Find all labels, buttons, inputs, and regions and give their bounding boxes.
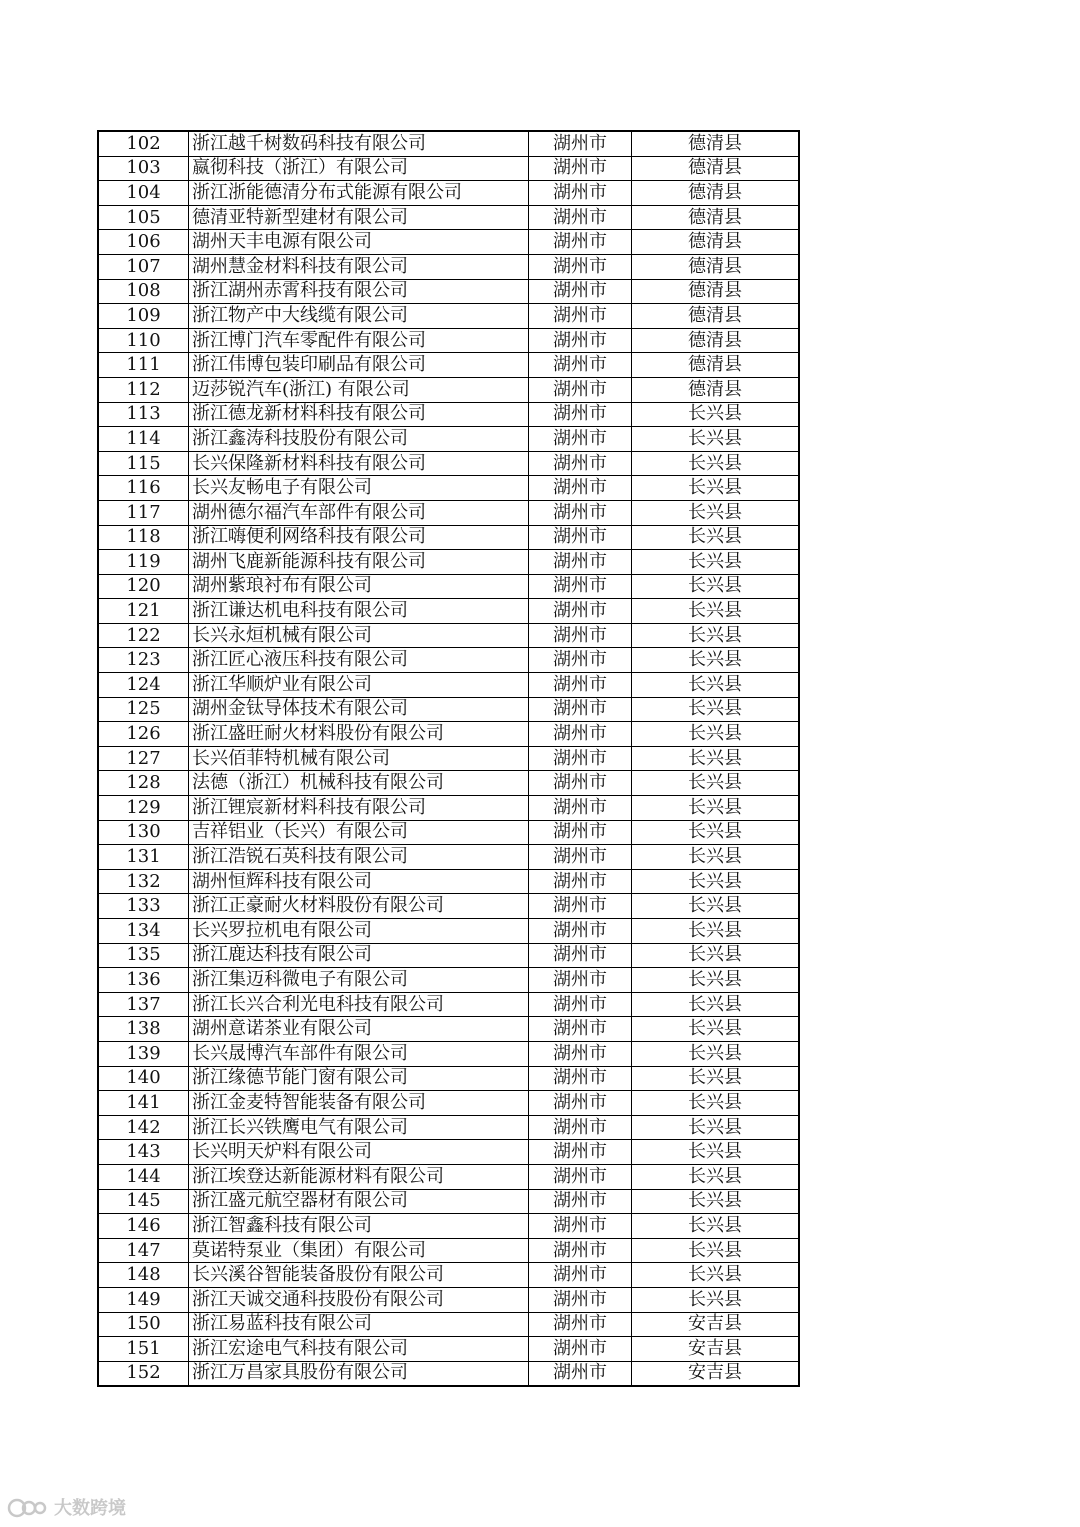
company-name-cell: 湖州紫琅衬布有限公司 [189,574,529,599]
city-name-cell: 湖州市 [529,968,632,993]
county-name-cell: 德清县 [632,328,800,353]
city-name-cell: 湖州市 [529,992,632,1017]
county-name-cell: 德清县 [632,156,800,181]
row-number-cell: 151 [98,1337,189,1362]
row-number-cell: 107 [98,254,189,279]
row-number-cell: 102 [98,131,189,156]
row-number-cell: 111 [98,353,189,378]
city-name-cell: 湖州市 [529,451,632,476]
city-name-cell: 湖州市 [529,476,632,501]
row-number-cell: 126 [98,722,189,747]
table-row [98,1140,799,1165]
company-name-cell: 长兴佰菲特机械有限公司 [189,746,529,771]
table-row [98,697,799,722]
table-row [98,599,799,624]
county-name-cell: 长兴县 [632,1189,800,1214]
company-name-cell: 长兴保隆新材料科技有限公司 [189,451,529,476]
county-name-cell: 长兴县 [632,550,800,575]
county-name-cell: 长兴县 [632,574,800,599]
table-row [98,648,799,673]
table-row [98,623,799,648]
city-name-cell: 湖州市 [529,697,632,722]
county-name-cell: 德清县 [632,279,800,304]
table-row [98,1017,799,1042]
county-name-cell: 长兴县 [632,697,800,722]
city-name-cell: 湖州市 [529,1214,632,1239]
company-name-cell: 湖州德尔福汽车部件有限公司 [189,500,529,525]
company-name-cell: 浙江浙能德清分布式能源有限公司 [189,181,529,206]
row-number-cell: 148 [98,1263,189,1288]
row-number-cell: 118 [98,525,189,550]
row-number-cell: 133 [98,894,189,919]
company-name-cell: 浙江谦达机电科技有限公司 [189,599,529,624]
city-name-cell: 湖州市 [529,648,632,673]
row-number-cell: 142 [98,1115,189,1140]
watermark [6,1494,126,1520]
table-row [98,328,799,353]
company-name-cell: 浙江华顺炉业有限公司 [189,673,529,698]
county-name-cell: 长兴县 [632,746,800,771]
company-name-cell: 嬴彻科技（浙江）有限公司 [189,156,529,181]
company-name-cell: 湖州金钛导体技术有限公司 [189,697,529,722]
city-name-cell: 湖州市 [529,328,632,353]
company-name-cell: 浙江越千树数码科技有限公司 [189,131,529,156]
row-number-cell: 143 [98,1140,189,1165]
company-name-cell: 浙江天诚交通科技股份有限公司 [189,1287,529,1312]
city-name-cell: 湖州市 [529,894,632,919]
table-row [98,869,799,894]
table-row [98,1238,799,1263]
company-name-cell: 浙江长兴合利光电科技有限公司 [189,992,529,1017]
city-name-cell: 湖州市 [529,1361,632,1386]
county-name-cell: 长兴县 [632,1017,800,1042]
county-name-cell: 德清县 [632,230,800,255]
company-name-cell: 湖州天丰电源有限公司 [189,230,529,255]
company-name-cell: 浙江鑫涛科技股份有限公司 [189,427,529,452]
city-name-cell: 湖州市 [529,1337,632,1362]
row-number-cell: 114 [98,427,189,452]
row-number-cell: 150 [98,1312,189,1337]
county-name-cell: 德清县 [632,353,800,378]
company-name-cell: 浙江金麦特智能装备有限公司 [189,1091,529,1116]
table-row [98,205,799,230]
county-name-cell: 长兴县 [632,845,800,870]
company-name-cell: 浙江万昌家具股份有限公司 [189,1361,529,1386]
table-row [98,820,799,845]
city-name-cell: 湖州市 [529,525,632,550]
county-name-cell: 德清县 [632,254,800,279]
company-name-cell: 浙江长兴铁鹰电气有限公司 [189,1115,529,1140]
city-name-cell: 湖州市 [529,279,632,304]
city-name-cell: 湖州市 [529,230,632,255]
company-name-cell: 浙江智鑫科技有限公司 [189,1214,529,1239]
table-row [98,1312,799,1337]
row-number-cell: 140 [98,1066,189,1091]
table-row [98,968,799,993]
row-number-cell: 115 [98,451,189,476]
city-name-cell: 湖州市 [529,205,632,230]
row-number-cell: 103 [98,156,189,181]
county-name-cell: 长兴县 [632,525,800,550]
county-name-cell: 长兴县 [632,673,800,698]
city-name-cell: 湖州市 [529,574,632,599]
table-row [98,131,799,156]
company-name-cell: 湖州飞鹿新能源科技有限公司 [189,550,529,575]
city-name-cell: 湖州市 [529,1017,632,1042]
city-name-cell: 湖州市 [529,673,632,698]
table-row [98,304,799,329]
county-name-cell: 长兴县 [632,968,800,993]
row-number-cell: 149 [98,1287,189,1312]
city-name-cell: 湖州市 [529,623,632,648]
row-number-cell: 116 [98,476,189,501]
company-name-cell: 浙江集迈科微电子有限公司 [189,968,529,993]
county-name-cell: 长兴县 [632,1140,800,1165]
company-name-cell: 浙江伟博包装印刷品有限公司 [189,353,529,378]
company-name-cell: 长兴友畅电子有限公司 [189,476,529,501]
row-number-cell: 112 [98,377,189,402]
county-name-cell: 长兴县 [632,1066,800,1091]
city-name-cell: 湖州市 [529,796,632,821]
county-name-cell: 长兴县 [632,943,800,968]
company-name-cell: 浙江嗨便利网络科技有限公司 [189,525,529,550]
county-name-cell: 长兴县 [632,1164,800,1189]
company-name-cell: 浙江浩锐石英科技有限公司 [189,845,529,870]
table-row [98,500,799,525]
company-name-cell: 长兴溪谷智能装备股份有限公司 [189,1263,529,1288]
row-number-cell: 121 [98,599,189,624]
county-name-cell: 长兴县 [632,1091,800,1116]
row-number-cell: 146 [98,1214,189,1239]
table-row [98,1066,799,1091]
table-row [98,181,799,206]
table-row [98,992,799,1017]
city-name-cell: 湖州市 [529,500,632,525]
row-number-cell: 104 [98,181,189,206]
table-row [98,550,799,575]
city-name-cell: 湖州市 [529,722,632,747]
row-number-cell: 124 [98,673,189,698]
table-row [98,771,799,796]
county-name-cell: 长兴县 [632,1115,800,1140]
company-name-cell: 浙江埃登达新能源材料有限公司 [189,1164,529,1189]
county-name-cell: 长兴县 [632,894,800,919]
row-number-cell: 127 [98,746,189,771]
row-number-cell: 119 [98,550,189,575]
city-name-cell: 湖州市 [529,869,632,894]
city-name-cell: 湖州市 [529,181,632,206]
company-name-cell: 浙江鹿达科技有限公司 [189,943,529,968]
company-name-cell: 浙江物产中大线缆有限公司 [189,304,529,329]
company-name-cell: 迈莎锐汽车(浙江) 有限公司 [189,377,529,402]
table-row [98,1263,799,1288]
table-row [98,279,799,304]
row-number-cell: 135 [98,943,189,968]
table-row [98,722,799,747]
city-name-cell: 湖州市 [529,131,632,156]
table-row [98,451,799,476]
county-name-cell: 长兴县 [632,820,800,845]
row-number-cell: 141 [98,1091,189,1116]
company-name-cell: 浙江缘德节能门窗有限公司 [189,1066,529,1091]
county-name-cell: 德清县 [632,181,800,206]
row-number-cell: 113 [98,402,189,427]
city-name-cell: 湖州市 [529,919,632,944]
city-name-cell: 湖州市 [529,1041,632,1066]
row-number-cell: 130 [98,820,189,845]
row-number-cell: 134 [98,919,189,944]
table-row [98,796,799,821]
city-name-cell: 湖州市 [529,845,632,870]
city-name-cell: 湖州市 [529,353,632,378]
city-name-cell: 湖州市 [529,1140,632,1165]
company-name-cell: 浙江匠心液压科技有限公司 [189,648,529,673]
table-row [98,574,799,599]
row-number-cell: 152 [98,1361,189,1386]
table-row [98,353,799,378]
company-list-table [97,130,800,1387]
table-row [98,845,799,870]
row-number-cell: 120 [98,574,189,599]
row-number-cell: 145 [98,1189,189,1214]
table-row [98,476,799,501]
company-name-cell: 吉祥铝业（长兴）有限公司 [189,820,529,845]
county-name-cell: 长兴县 [632,869,800,894]
table-row [98,894,799,919]
table-row [98,943,799,968]
county-name-cell: 长兴县 [632,476,800,501]
city-name-cell: 湖州市 [529,1312,632,1337]
county-name-cell: 长兴县 [632,722,800,747]
company-name-cell: 浙江德龙新材料科技有限公司 [189,402,529,427]
county-name-cell: 长兴县 [632,599,800,624]
company-name-cell: 浙江锂宸新材料科技有限公司 [189,796,529,821]
row-number-cell: 122 [98,623,189,648]
row-number-cell: 147 [98,1238,189,1263]
company-name-cell: 浙江易蓝科技有限公司 [189,1312,529,1337]
city-name-cell: 湖州市 [529,1115,632,1140]
city-name-cell: 湖州市 [529,771,632,796]
city-name-cell: 湖州市 [529,377,632,402]
table-row [98,1214,799,1239]
city-name-cell: 湖州市 [529,820,632,845]
table-row [98,377,799,402]
company-name-cell: 浙江正豪耐火材料股份有限公司 [189,894,529,919]
company-name-cell: 湖州意诺茶业有限公司 [189,1017,529,1042]
table-row [98,1189,799,1214]
row-number-cell: 138 [98,1017,189,1042]
company-name-cell: 浙江宏途电气科技有限公司 [189,1337,529,1362]
county-name-cell: 安吉县 [632,1337,800,1362]
city-name-cell: 湖州市 [529,1066,632,1091]
county-name-cell: 长兴县 [632,648,800,673]
row-number-cell: 105 [98,205,189,230]
company-name-cell: 湖州恒辉科技有限公司 [189,869,529,894]
company-name-cell: 法德（浙江）机械科技有限公司 [189,771,529,796]
row-number-cell: 106 [98,230,189,255]
city-name-cell: 湖州市 [529,550,632,575]
table-body [98,131,799,1386]
table-row [98,1041,799,1066]
company-name-cell: 浙江博门汽车零配件有限公司 [189,328,529,353]
county-name-cell: 长兴县 [632,1238,800,1263]
table-row [98,919,799,944]
city-name-cell: 湖州市 [529,427,632,452]
city-name-cell: 湖州市 [529,1164,632,1189]
company-name-cell: 长兴罗拉机电有限公司 [189,919,529,944]
city-name-cell: 湖州市 [529,746,632,771]
table-row [98,156,799,181]
county-name-cell: 长兴县 [632,451,800,476]
county-name-cell: 长兴县 [632,1214,800,1239]
table-row [98,254,799,279]
county-name-cell: 长兴县 [632,623,800,648]
table-row [98,402,799,427]
row-number-cell: 137 [98,992,189,1017]
county-name-cell: 长兴县 [632,500,800,525]
company-name-cell: 长兴永烜机械有限公司 [189,623,529,648]
row-number-cell: 117 [98,500,189,525]
county-name-cell: 长兴县 [632,1287,800,1312]
county-name-cell: 长兴县 [632,796,800,821]
city-name-cell: 湖州市 [529,254,632,279]
row-number-cell: 139 [98,1041,189,1066]
company-name-cell: 长兴晟博汽车部件有限公司 [189,1041,529,1066]
county-name-cell: 德清县 [632,205,800,230]
row-number-cell: 110 [98,328,189,353]
table-row [98,1164,799,1189]
row-number-cell: 123 [98,648,189,673]
city-name-cell: 湖州市 [529,1263,632,1288]
county-name-cell: 德清县 [632,304,800,329]
table-row [98,1115,799,1140]
row-number-cell: 129 [98,796,189,821]
watermark-text: 大数跨境 [54,1498,126,1519]
table-row [98,1091,799,1116]
county-name-cell: 安吉县 [632,1312,800,1337]
county-name-cell: 长兴县 [632,402,800,427]
city-name-cell: 湖州市 [529,156,632,181]
table-row [98,1361,799,1386]
county-name-cell: 长兴县 [632,771,800,796]
company-name-cell: 德清亚特新型建材有限公司 [189,205,529,230]
row-number-cell: 125 [98,697,189,722]
table-row [98,1287,799,1312]
row-number-cell: 131 [98,845,189,870]
city-name-cell: 湖州市 [529,943,632,968]
county-name-cell: 德清县 [632,377,800,402]
row-number-cell: 136 [98,968,189,993]
table-row [98,746,799,771]
county-name-cell: 安吉县 [632,1361,800,1386]
city-name-cell: 湖州市 [529,1091,632,1116]
city-name-cell: 湖州市 [529,599,632,624]
county-name-cell: 长兴县 [632,1041,800,1066]
county-name-cell: 长兴县 [632,919,800,944]
company-name-cell: 浙江湖州赤霄科技有限公司 [189,279,529,304]
row-number-cell: 109 [98,304,189,329]
table-row [98,230,799,255]
table-row [98,1337,799,1362]
company-name-cell: 浙江盛元航空器材有限公司 [189,1189,529,1214]
row-number-cell: 144 [98,1164,189,1189]
company-name-cell: 莫诺特泵业（集团）有限公司 [189,1238,529,1263]
city-name-cell: 湖州市 [529,402,632,427]
company-name-cell: 长兴明天炉料有限公司 [189,1140,529,1165]
county-name-cell: 长兴县 [632,992,800,1017]
county-name-cell: 长兴县 [632,427,800,452]
row-number-cell: 132 [98,869,189,894]
table-row [98,673,799,698]
city-name-cell: 湖州市 [529,1287,632,1312]
city-name-cell: 湖州市 [529,1238,632,1263]
weibo-logo-icon [6,1496,48,1518]
table-row [98,427,799,452]
company-name-cell: 湖州慧金材料科技有限公司 [189,254,529,279]
row-number-cell: 108 [98,279,189,304]
county-name-cell: 德清县 [632,131,800,156]
table-row [98,525,799,550]
city-name-cell: 湖州市 [529,304,632,329]
company-name-cell: 浙江盛旺耐火材料股份有限公司 [189,722,529,747]
county-name-cell: 长兴县 [632,1263,800,1288]
row-number-cell: 128 [98,771,189,796]
city-name-cell: 湖州市 [529,1189,632,1214]
